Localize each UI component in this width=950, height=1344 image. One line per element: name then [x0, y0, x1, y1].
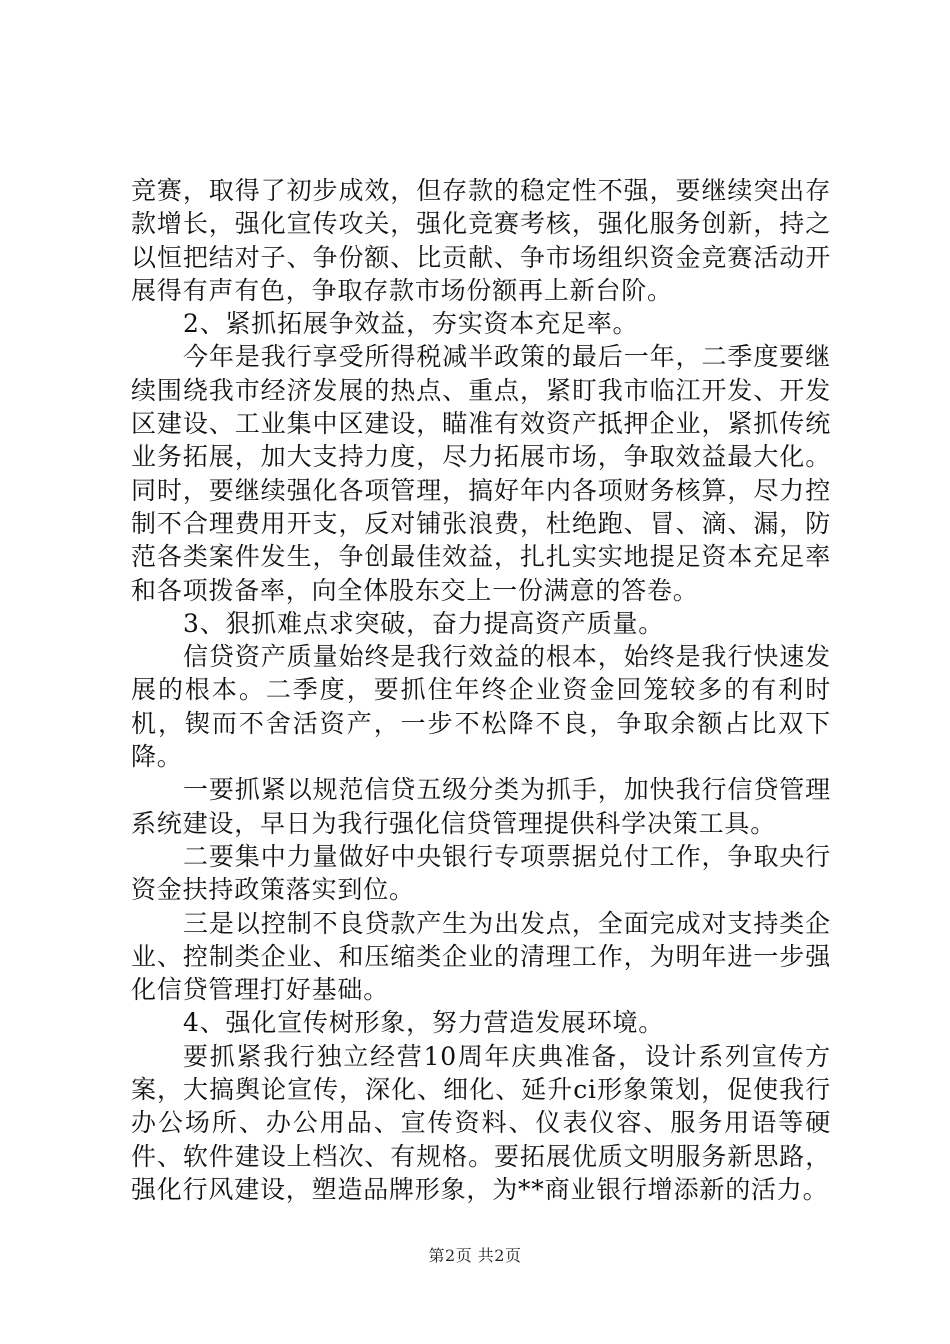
section-heading-4: 4、强化宣传树形象，努力营造发展环境。	[183, 1008, 665, 1038]
paragraph-10: 要抓紧我行独立经营10周年庆典准备，设计系列宣传方案，大搞舆论宣传，深化、细化、延升ci形象策划，促使我行办公场所、办公用品、宣传资料、仪表仪容、服务用语等硬件、软件建设上档次、有规格。要拓展优质文明服务新思路，强化行风建设，塑造品牌形象，为**商业银行增添新的活力。	[131, 1041, 831, 1204]
document-body	[131, 174, 831, 1206]
paragraph-7: 二要集中力量做好中央银行专项票据兑付工作，争取央行资金扶持政策落实到位。	[131, 841, 831, 905]
page-footer: 第2页 共2页	[428, 1246, 522, 1265]
paragraph-8: 三是以控制不良贷款产生为出发点，全面完成对支持类企业、控制类企业、和压缩类企业的清理工作，为明年进一步强化信贷管理打好基础。	[131, 908, 831, 1005]
section-heading-2: 2、紧抓拓展争效益，夯实资本充足率。	[183, 309, 639, 339]
paragraph-3: 今年是我行享受所得税减半政策的最后一年，二季度要继续围绕我市经济发展的热点、重点，紧盯我市临江开发、开发区建设、工业集中区建设，瞄准有效资产抵押企业，紧抓传统业务拓展，加大支持力度，尽力拓展市场，争取效益最大化。同时，要继续强化各项管理，搞好年内各项财务核算，尽力控制不合理费用开支，反对铺张浪费，杜绝跑、冒、滴、漏，防范各类案件发生，争创最佳效益，扎扎实实地提足资本充足率和各项拨备率，向全体股东交上一份满意的答卷。	[131, 342, 831, 605]
paragraph-6: 一要抓紧以规范信贷五级分类为抓手，加快我行信贷管理系统建设，早日为我行强化信贷管理提供科学决策工具。	[131, 775, 831, 838]
section-heading-3: 3、狠抓难点求突破，奋力提高资产质量。	[183, 608, 665, 638]
paragraph-5: 信贷资产质量始终是我行效益的根本，始终是我行快速发展的根本。二季度，要抓住年终企业资金回笼较多的有利时机，锲而不舍活资产，一步不松降不良，争取余额占比双下降。	[131, 642, 831, 772]
paragraph-1: 竞赛，取得了初步成效，但存款的稳定性不强，要继续突出存款增长，强化宣传攻关，强化竞赛考核，强化服务创新，持之以恒把结对子、争份额、比贡献、争市场组织资金竞赛活动开展得有声有色，争取存款市场份额再上新台阶。	[131, 176, 831, 305]
